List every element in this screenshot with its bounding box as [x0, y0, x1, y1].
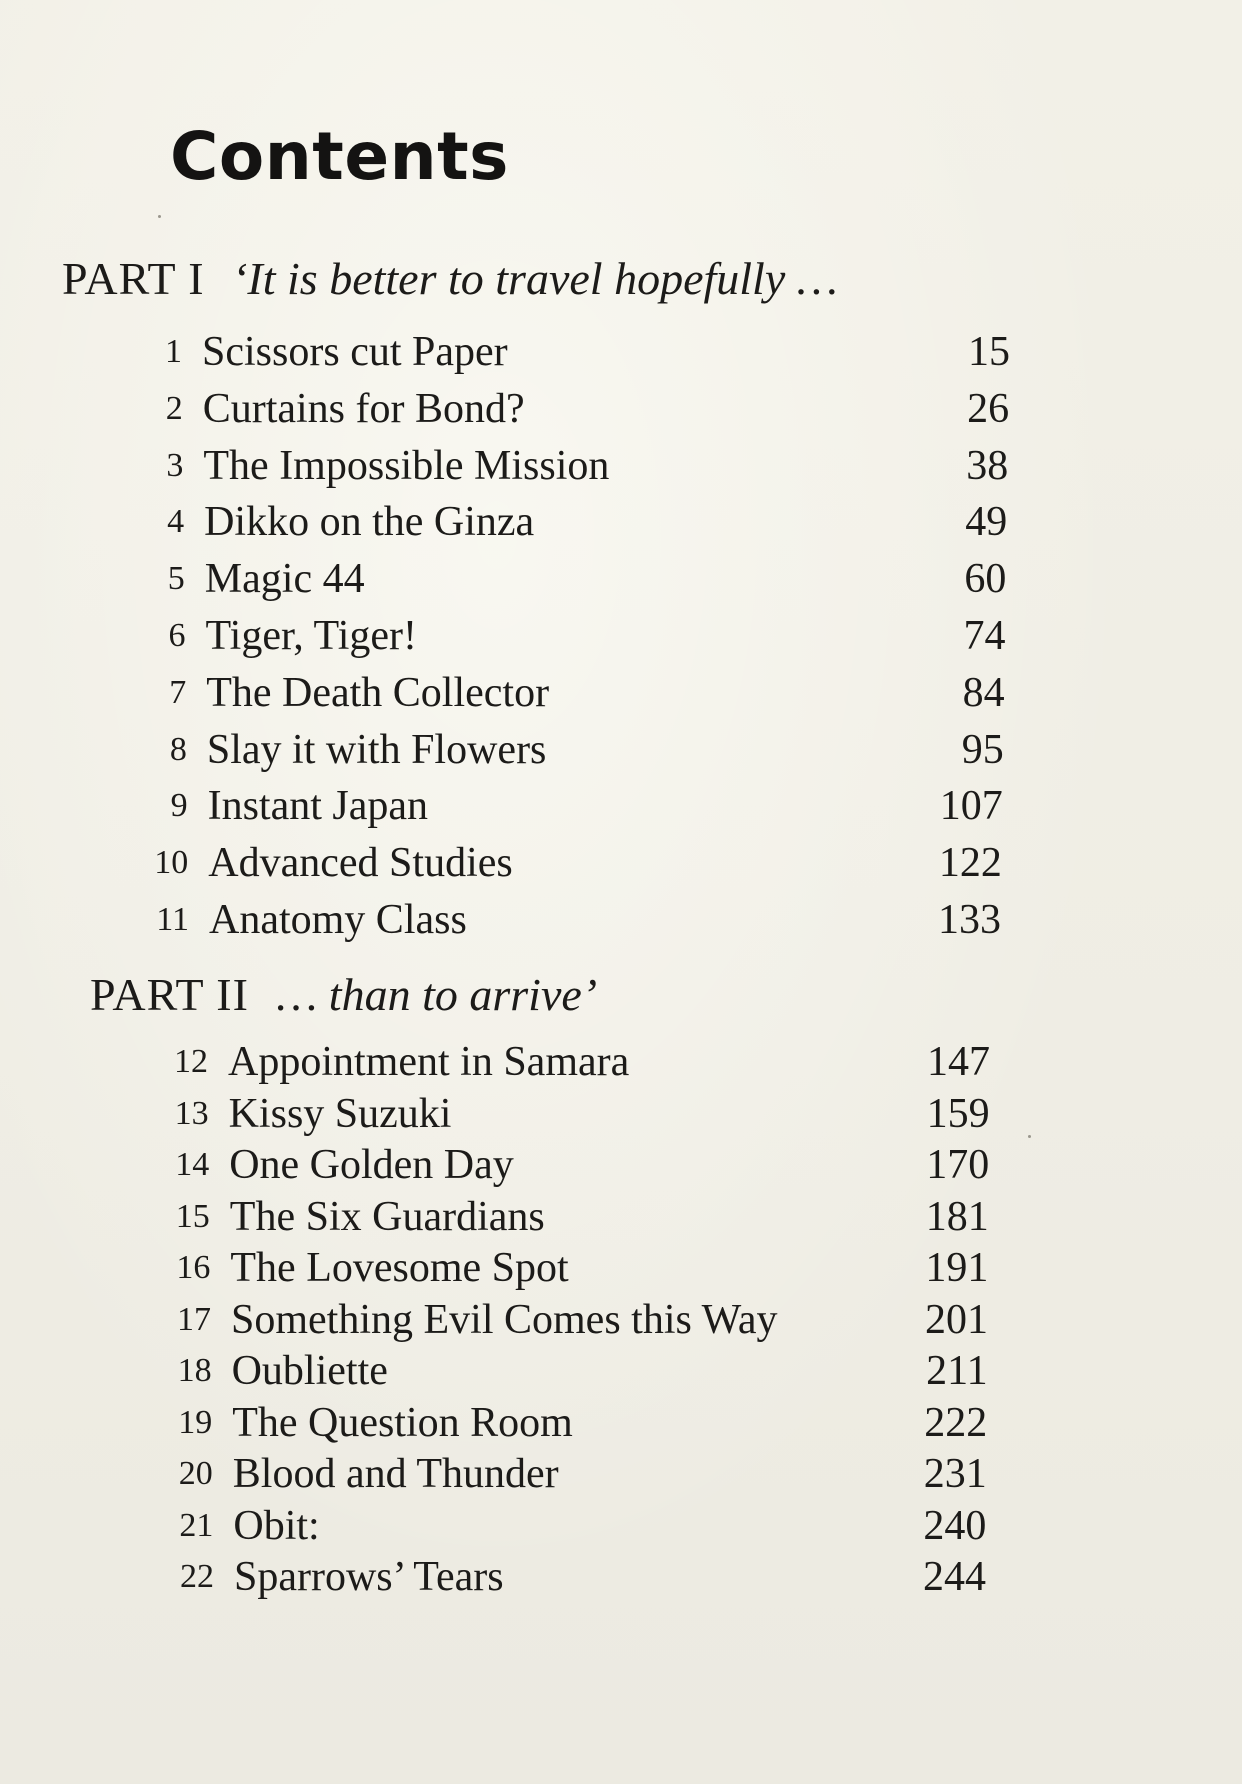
chapter-number: 15: [175, 1197, 210, 1235]
part-1-subtitle: ‘It is better to travel hopefully …: [232, 253, 838, 304]
chapter-number: 3: [166, 446, 184, 484]
chapter-number: 8: [169, 730, 187, 768]
chapter-page-number: 181: [925, 1193, 989, 1240]
chapter-title: Tiger, Tiger!: [205, 613, 417, 659]
chapter-number: 18: [177, 1352, 212, 1389]
chapter-page-number: 191: [925, 1245, 989, 1291]
part-2-heading: [90, 968, 597, 1021]
toc-entry: [163, 1500, 1063, 1552]
chapter-title: The Impossible Mission: [203, 442, 610, 489]
toc-entry: [139, 894, 1039, 946]
chapter-number: 4: [167, 503, 185, 541]
chapter-title: Anatomy Class: [209, 897, 467, 943]
chapter-number: 1: [165, 333, 182, 370]
toc-entry: [134, 496, 1034, 548]
toc-entry: [159, 1139, 1059, 1191]
chapter-number: 21: [179, 1506, 214, 1544]
chapter-title: One Golden Day: [229, 1142, 514, 1188]
chapter-number: 2: [165, 389, 183, 427]
chapter-page-number: 170: [926, 1142, 990, 1188]
toc-entry: [138, 780, 1038, 832]
chapter-page-number: 159: [926, 1090, 990, 1137]
chapter-title: Appointment in Samara: [228, 1039, 630, 1085]
chapter-page-number: 231: [923, 1451, 987, 1497]
chapter-number: 22: [180, 1558, 214, 1595]
paper-speck: [158, 215, 161, 218]
chapter-title: Magic 44: [204, 556, 365, 603]
toc-entry: [158, 1036, 1058, 1088]
part-1-label: PART I: [62, 253, 205, 304]
toc-entry: [160, 1191, 1060, 1243]
chapter-number: 13: [174, 1094, 209, 1132]
chapter-page-number: 95: [961, 726, 1004, 773]
chapter-number: 14: [175, 1146, 210, 1183]
chapter-page-number: 122: [938, 840, 1002, 887]
chapter-title: Sparrows’ Tears: [234, 1554, 504, 1600]
chapter-title: Dikko on the Ginza: [204, 499, 535, 546]
toc-entry: [163, 1448, 1063, 1500]
chapter-title: Blood and Thunder: [232, 1451, 559, 1497]
chapter-title: Curtains for Bond?: [202, 385, 525, 432]
chapter-page-number: 49: [965, 499, 1008, 546]
toc-entry: [164, 1551, 1064, 1603]
chapter-title: Kissy Suzuki: [228, 1090, 452, 1137]
chapter-page-number: 107: [939, 783, 1003, 830]
chapter-number: 7: [169, 673, 187, 711]
chapter-number: 17: [177, 1300, 211, 1338]
chapter-title: Scissors cut Paper: [202, 329, 508, 375]
toc-entry: [162, 1345, 1062, 1397]
chapter-page-number: 147: [927, 1039, 990, 1085]
chapter-page-number: 74: [963, 613, 1006, 659]
chapter-number: 19: [178, 1403, 213, 1441]
toc-entry: [138, 837, 1038, 889]
chapter-page-number: 15: [968, 329, 1010, 375]
chapter-number: 6: [168, 617, 186, 654]
chapter-page-number: 26: [967, 385, 1010, 432]
toc-entry: [132, 326, 1032, 378]
toc-entry: [159, 1088, 1059, 1140]
toc-entry: [136, 667, 1036, 719]
chapter-page-number: 244: [923, 1554, 986, 1600]
chapter-title: The Question Room: [232, 1399, 573, 1446]
chapter-number: 5: [167, 560, 185, 598]
chapter-page-number: 211: [926, 1348, 988, 1394]
chapter-title: Slay it with Flowers: [206, 726, 547, 773]
chapter-page-number: 60: [964, 556, 1007, 603]
chapter-title: Something Evil Comes this Way: [231, 1296, 778, 1343]
chapter-number: 16: [176, 1249, 211, 1286]
toc-entry: [133, 440, 1033, 492]
chapter-title: The Six Guardians: [229, 1193, 545, 1240]
part-1-heading: [62, 252, 838, 305]
toc-entry: [161, 1294, 1061, 1346]
chapter-title: Advanced Studies: [208, 840, 513, 887]
chapter-number: 11: [156, 901, 189, 938]
chapter-title: The Death Collector: [206, 669, 550, 716]
chapter-page-number: 201: [925, 1296, 988, 1343]
part-2-subtitle: … than to arrive’: [276, 969, 598, 1020]
chapter-page-number: 84: [962, 669, 1005, 716]
chapter-number: 12: [174, 1043, 208, 1080]
toc-entry: [133, 383, 1033, 435]
toc-entry: [160, 1242, 1060, 1294]
chapter-title: The Lovesome Spot: [230, 1245, 569, 1291]
chapter-number: 20: [178, 1455, 213, 1492]
chapter-page-number: 240: [923, 1502, 987, 1549]
contents-heading: Contents: [170, 118, 509, 195]
chapter-number: 9: [170, 787, 188, 825]
chapter-page-number: 38: [966, 442, 1009, 489]
toc-entry: [162, 1397, 1062, 1449]
toc-entry: [137, 724, 1037, 776]
toc-entry: [135, 553, 1035, 605]
chapter-number: 10: [154, 844, 189, 882]
chapter-title: Oubliette: [231, 1348, 388, 1394]
chapter-page-number: 222: [924, 1399, 988, 1446]
chapter-title: Obit:: [233, 1502, 320, 1549]
part-2-label: PART II: [90, 969, 249, 1020]
chapter-page-number: 133: [938, 897, 1001, 943]
chapter-title: Instant Japan: [207, 783, 429, 830]
toc-entry: [136, 610, 1036, 662]
